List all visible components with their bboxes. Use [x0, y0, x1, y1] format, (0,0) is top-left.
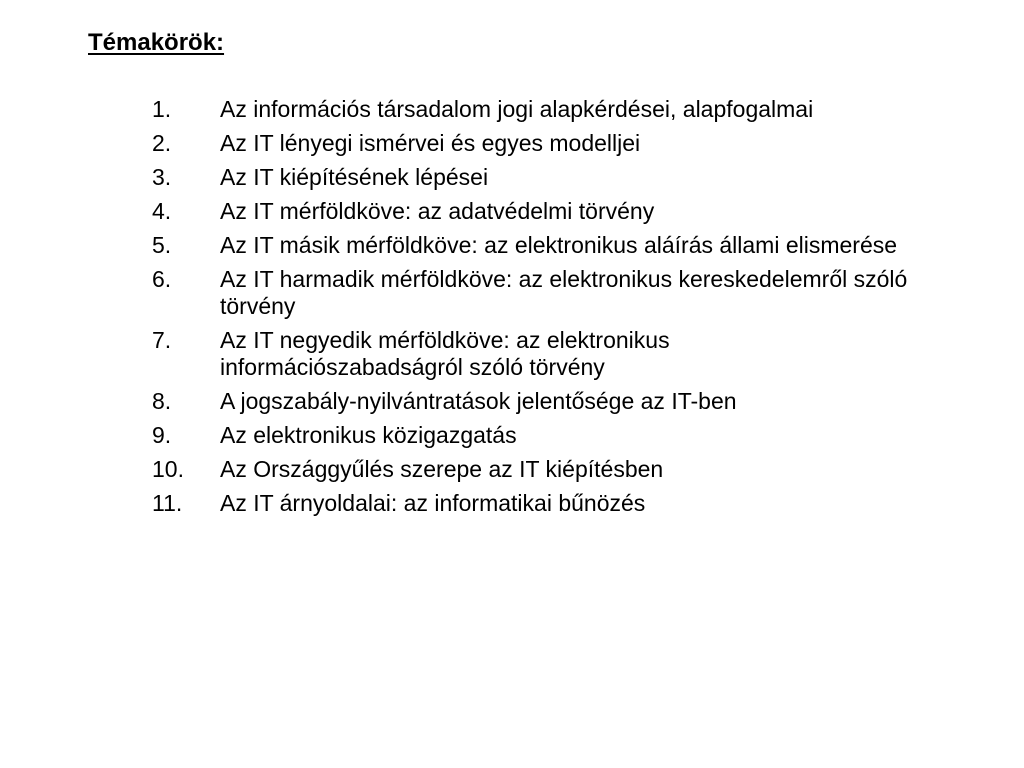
list-item-text: Az információs társadalom jogi alapkérdései, alapfogalmai — [220, 96, 814, 122]
list-item-text: A jogszabály-nyilvántratások jelentősége az IT-ben — [220, 388, 737, 414]
list-item — [152, 232, 912, 259]
list-item-text: Az IT mérföldköve: az adatvédelmi törvény — [220, 198, 655, 224]
list-item-text: Az IT árnyoldalai: az informatikai bűnözés — [220, 490, 646, 516]
topic-list — [152, 96, 912, 524]
list-item-number: 8. — [152, 388, 172, 414]
list-item-text: Az IT kiépítésének lépései — [220, 164, 489, 190]
slide-heading: Témakörök: — [88, 29, 225, 56]
list-item-text: Az Országgyűlés szerepe az IT kiépítésben — [220, 456, 664, 482]
list-item-text: Az IT negyedik mérföldköve: az elektronikus információszabadságról szóló törvény — [220, 327, 670, 380]
list-item — [152, 164, 912, 191]
list-item — [152, 96, 912, 123]
list-item — [152, 422, 912, 449]
list-item-number: 9. — [152, 422, 172, 448]
list-item-number: 3. — [152, 164, 172, 190]
list-item-text: Az IT harmadik mérföldköve: az elektronikus kereskedelemről szóló törvény — [220, 266, 908, 319]
list-item — [152, 198, 912, 225]
list-item-number: 1. — [152, 96, 172, 122]
list-item-number: 6. — [152, 266, 172, 292]
list-item-text: Az elektronikus közigazgatás — [220, 422, 517, 448]
list-item-number: 2. — [152, 130, 172, 156]
list-item — [152, 327, 912, 381]
list-item-number: 7. — [152, 327, 172, 353]
list-item-text: Az IT másik mérföldköve: az elektronikus aláírás állami elismerése — [220, 232, 898, 258]
list-item — [152, 130, 912, 157]
list-item-text: Az IT lényegi ismérvei és egyes modelljei — [220, 130, 641, 156]
list-item-number: 5. — [152, 232, 172, 258]
list-item — [152, 456, 912, 483]
list-item — [152, 388, 912, 415]
list-item-number: 11. — [152, 490, 183, 516]
list-item-number: 10. — [152, 456, 184, 482]
list-item-number: 4. — [152, 198, 172, 224]
list-item — [152, 266, 912, 320]
list-item — [152, 490, 912, 517]
